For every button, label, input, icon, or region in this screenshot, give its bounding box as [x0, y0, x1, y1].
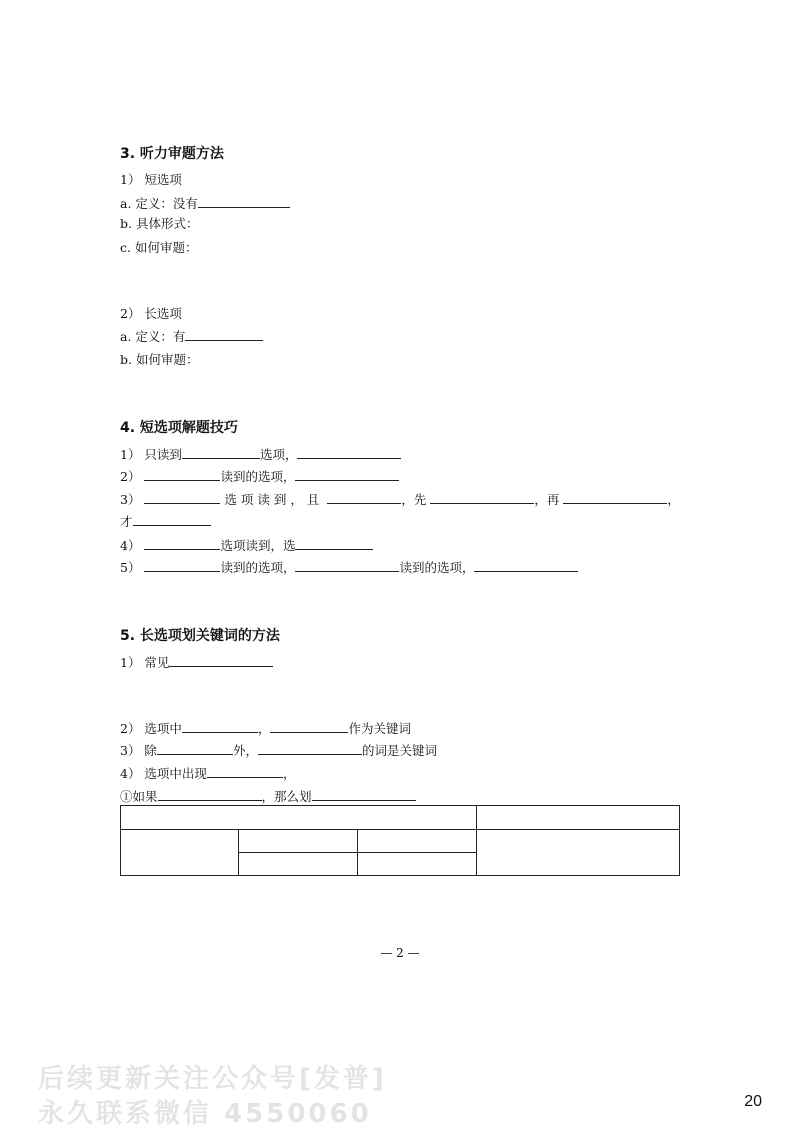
- fill-blank[interactable]: [198, 195, 290, 208]
- s3-line-5: 2） 长选项: [120, 306, 182, 321]
- watermark-line-2: 永久联系微信 4550060: [38, 1099, 372, 1129]
- fill-blank[interactable]: [157, 742, 233, 755]
- fill-blank[interactable]: [133, 513, 211, 526]
- section-3-title: 3. 听力审题方法: [120, 146, 224, 162]
- section-4-title: 4. 短选项解题技巧: [120, 420, 238, 436]
- s5-row-3-b: 外，: [232, 743, 258, 758]
- section-5-title: 5. 长选项划关键词的方法: [120, 628, 280, 644]
- s4-row-4: [120, 537, 373, 554]
- fill-blank[interactable]: [474, 559, 578, 572]
- fill-blank[interactable]: [207, 765, 283, 778]
- fill-blank[interactable]: [144, 468, 220, 481]
- s5-row-2-b: ，: [257, 721, 271, 736]
- s4-row-5-a: 5）: [120, 560, 141, 575]
- s4-row-3-d: ，再: [534, 492, 560, 507]
- grid-line: [121, 829, 679, 830]
- s3-line-1: 1） 短选项: [120, 172, 182, 187]
- fill-blank[interactable]: [295, 468, 399, 481]
- s4-row-2-a: 2）: [120, 469, 141, 484]
- s4-row-2-b: 读到的选项，: [220, 469, 296, 484]
- s4-row-3-e: ，: [667, 492, 680, 507]
- fill-blank[interactable]: [297, 446, 401, 459]
- s5-row-2: [120, 720, 411, 737]
- s5-row-2-a: 2） 选项中: [120, 721, 182, 736]
- s4-row-4-b: 选项读到，选: [220, 538, 296, 553]
- s4-row-3-c: ，先: [401, 492, 427, 507]
- page-number: — 2 —: [380, 946, 420, 960]
- s4-row-1-a: 1） 只读到: [120, 447, 182, 462]
- s5-row-2-c: 作为关键词: [348, 721, 411, 736]
- s5-row-1: [120, 654, 273, 671]
- s5-row-5-b: ，那么划: [261, 789, 312, 804]
- fill-blank[interactable]: [158, 788, 262, 801]
- s4-row-3: [120, 491, 680, 508]
- s5-row-3-a: 3） 除: [120, 743, 157, 758]
- s3-line-6: [120, 328, 263, 345]
- fill-blank[interactable]: [185, 328, 263, 341]
- fill-blank[interactable]: [430, 491, 534, 504]
- watermark-line-1: 后续更新关注公众号[发普]: [38, 1064, 387, 1094]
- fill-blank[interactable]: [270, 720, 348, 733]
- s3-line-6-text: a. 定义：有: [120, 329, 186, 344]
- s4-row-3-b: 选项读到，且: [224, 492, 324, 507]
- fill-blank[interactable]: [258, 742, 362, 755]
- fill-blank[interactable]: [295, 537, 373, 550]
- s5-row-3: [120, 742, 437, 759]
- s4-row-2: [120, 468, 399, 485]
- corner-page-number: 20: [744, 1093, 762, 1110]
- s5-row-4-b: ，: [282, 766, 296, 781]
- s5-row-4-a: 4） 选项中出现: [120, 766, 207, 781]
- s4-row-5-c: 读到的选项，: [399, 560, 475, 575]
- s4-row-3-a: 3）: [120, 492, 141, 507]
- s4-row-1-b: 选项，: [259, 447, 298, 462]
- s3-line-7: b. 如何审题：: [120, 352, 199, 367]
- s4-row-3-cont-a: 才: [120, 514, 133, 529]
- fill-blank[interactable]: [144, 491, 220, 504]
- s3-line-3: b. 具体形式：: [120, 216, 199, 231]
- fill-blank[interactable]: [312, 788, 416, 801]
- fill-blank[interactable]: [182, 446, 260, 459]
- fill-blank[interactable]: [563, 491, 667, 504]
- s5-row-1-a: 1） 常见: [120, 655, 170, 670]
- fill-blank[interactable]: [144, 537, 220, 550]
- s4-row-1: [120, 446, 401, 463]
- s3-line-4: c. 如何审题：: [120, 240, 198, 255]
- s4-row-5: [120, 559, 578, 576]
- s3-line-2: [120, 195, 290, 212]
- fill-blank[interactable]: [169, 654, 273, 667]
- s5-row-5-a: ①如果: [120, 789, 158, 804]
- s3-line-2-text: a. 定义：没有: [120, 196, 198, 211]
- s5-row-3-c: 的词是关键词: [361, 743, 437, 758]
- fill-blank[interactable]: [144, 559, 220, 572]
- fill-blank[interactable]: [182, 720, 258, 733]
- s5-row-5: [120, 788, 416, 805]
- s4-row-5-b: 读到的选项，: [220, 560, 296, 575]
- answer-grid: [120, 805, 680, 876]
- fill-blank[interactable]: [327, 491, 401, 504]
- fill-blank[interactable]: [295, 559, 399, 572]
- s4-row-4-a: 4）: [120, 538, 141, 553]
- s5-row-4: [120, 765, 295, 782]
- s4-row-3-cont: [120, 513, 211, 530]
- grid-line: [476, 806, 477, 875]
- grid-line: [238, 852, 476, 853]
